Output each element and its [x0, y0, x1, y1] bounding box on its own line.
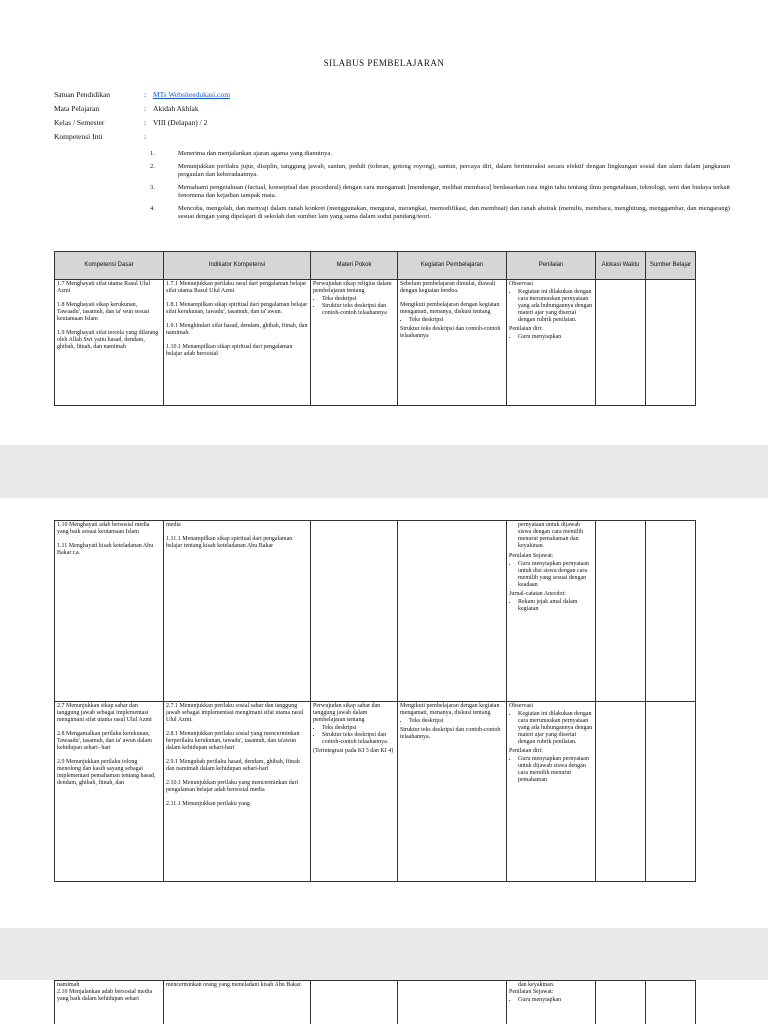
cell-kegiatan	[398, 981, 507, 1024]
penilaian-list	[509, 599, 593, 613]
cell-indikator: media 1.11.1 Menampilkan sikap spiritual dari pengalaman belajar tentang kisah keteladanan Abu Bakar	[164, 521, 311, 702]
kegiatan-tail: Struktur teks deskripsi dan contoh-contoh telaahannya.	[400, 727, 501, 740]
list-item: • Teks deskripsi	[322, 296, 395, 303]
ki-item	[150, 163, 730, 179]
col-header-sumber: Sumber Belajar	[646, 252, 696, 280]
list-item: • Struktur teks deskripsi dan contoh-contoh telaahannya.	[322, 732, 395, 746]
ki-item	[150, 205, 730, 221]
ki-number: 3.	[150, 184, 155, 191]
penilaian-list	[509, 561, 593, 589]
penilaian-heading: Observasi	[509, 703, 533, 709]
cell-indikator: 2.7.1 Menunjukkan perilaku sosial sabar dan tanggung jawab sebagai implementasi mengimani sifat utama rasul Ulul Azmi. 2.8.1 Menunjukkan perilaku sosial yang mencerminkan berperilaku kerukunan, tawadu', tasamuh, dan ta'awun dalam kehidupan sehari-hari 2.9.1 Mengubah perilaku hasad, dendam, ghibah, fitnah dan namimah dalam kehidupan sehari-hari 2.10.1 Menunjukkan perilaku yang mencerminkan dari pengalaman belajar adab bersosial media 2.11.1 Menunjukkan perilaku yang	[164, 702, 311, 882]
kompetensi-inti-list	[150, 150, 730, 226]
info-colon: :	[144, 104, 147, 113]
table-row	[55, 280, 696, 406]
penilaian-list	[509, 289, 593, 324]
info-colon: :	[144, 132, 147, 141]
list-item: • Guru menyiapkan	[518, 997, 593, 1004]
kegiatan-text: Mengikuti pembelajaran dengan kegiatan mengamati, menanya, diskusi tentang	[400, 703, 500, 716]
list-item: • Teks deskripsi	[322, 725, 395, 732]
ki-text: Menunjukkan perilaku jujur, disiplin, tanggung jawab, santun, peduli (toleran, gotong royong), santun, percaya diri, dalam berinteraksi secara efektif dengan lingkungan sosial dan alam dalam jangkauan pergaulan dan keberadaannya.	[178, 163, 730, 178]
ki-text: Menerima dan menjalankan ajaran agama yang dianutnya.	[178, 150, 332, 157]
list-item: • Guru menyiapkan pernyataan untuk disi siswa dengan cara memilih yang sesuai dengan keadaan	[518, 561, 593, 589]
penilaian-heading: Observasi	[509, 281, 533, 287]
cell-kd: 2.7 Menunjukkan sikap sabar dan tanggung jawab sebagai implementasi mengimani sifat utama rasul Ulul Azmi 2.8 Mengamalkan perilaku kerukunan, Tawaadu', tasamuh, dan ta' awun dalam kehidupan sehari- hari 2.9 Menunjukkan perilaku tolong menolong dan kasih sayang sebagai implementasi pemahaman tentang hasad, dendam, ghibah, fitnah, dan	[55, 702, 164, 882]
ki-item	[150, 150, 730, 158]
cell-indikator: 1.7.1 Menunjukkan perilaku rasul dari pengalaman belajar sifat utama Rasul Ulul Azmi 1.8.1 Menampilkan sikap spiritual dari pengalaman belajar sifat kerukunan, tawadu', tasamuh, dan ta' awun. 1.9.1 Menghindari sifat hasad, dendam, ghibah, fitnah, dan namimah. 1.10.1 Menampilkan sikap spiritual dari pengalaman belajar adab bersosial	[164, 280, 311, 406]
cell-materi	[311, 981, 398, 1024]
materi-intro: Perwujudan sikap religius dalam pembelajaran tentang	[313, 281, 392, 294]
penilaian-heading: Penilaian diri:	[509, 326, 543, 332]
page-title: SILABUS PEMBELAJARAN	[323, 58, 445, 68]
kegiatan-tail: Struktur teks deskripsi dan contoh-contoh telaahannya	[400, 326, 501, 339]
cell-kd: 1.10 Menghayati adab bersosial media yang baik sesuai keutamaan Islam 1.11 Menghayati kisah keteladanan Abu Bakar r.a.	[55, 521, 164, 702]
list-item: • Teks deskripsi	[409, 317, 504, 324]
info-label: Satuan Pendidikan	[54, 90, 111, 99]
info-row-mapel	[54, 104, 230, 118]
syllabus-table	[54, 251, 696, 406]
list-item: • Teks deskripsi	[409, 718, 504, 725]
cell-sumber	[646, 521, 696, 702]
table-row	[55, 702, 696, 882]
list-item: • Guru menyiapkan	[518, 334, 593, 341]
cell-kegiatan	[398, 521, 507, 702]
list-item: • Kegiatan ini dilakukan dengan cara merumuskan pernyataan yang ada hubungannya dengan materi ajar yang disertai dengan rubrik penilaian.	[518, 711, 593, 746]
cell-materi	[311, 521, 398, 702]
materi-list	[313, 296, 395, 317]
identity-block	[54, 90, 230, 146]
materi-tail: (Terintegrasi pada KI 3 dan KI 4)	[313, 748, 394, 754]
col-header-alokasi: Alokasi Waktu	[596, 252, 646, 280]
ki-item	[150, 184, 730, 200]
cell-penilaian	[507, 521, 596, 702]
kegiatan-text: Sebelum pembelajaran dimulai, diawali dengan kegiatan berdoa. Mengikuti pembelajaran dengan kegiatan mengamati, menanya, diskusi tentang	[400, 281, 500, 315]
col-header-materi: Materi Pokok	[311, 252, 398, 280]
cell-sumber	[646, 702, 696, 882]
cell-kd: 1.7 Menghayati sifat utama Rasul Ulul Azmi 1.8 Menghayati sikap kerukunan, Tawaadu', tasamuh, dan ta' wun sesuai keutamaan Islam 1.9 Menghayati sifat tercela yang dilarang oleh Allah Swt yaitu hasad, dendam, ghibah, fitnah, dan namimah	[55, 280, 164, 406]
list-item: • Kegiatan ini dilakukan dengan cara merumuskan pernyataan yang ada hubungannya dengan materi ajar yang disertai dengan rubrik penilaian.	[518, 289, 593, 324]
cell-kegiatan	[398, 280, 507, 406]
cell-alokasi	[596, 521, 646, 702]
penilaian-list	[509, 334, 593, 341]
info-label: Kelas / Semester	[54, 118, 105, 127]
cell-alokasi	[596, 981, 646, 1024]
info-label: Kompetensi Inti	[54, 132, 103, 141]
col-header-kegiatan: Kegiatan Pembelajaran	[398, 252, 507, 280]
table-row	[55, 981, 696, 1024]
cell-alokasi	[596, 702, 646, 882]
ki-number: 1.	[150, 150, 155, 157]
ki-text: Memahami pengetahuan (factual, konseptual dan procedural) dengan cara mengamati [mendengar, melihat membaca] berdasarkan rasa ingin tahu tentang ilmu pengetahuan, teknologi, seni dan budaya terkait fenomena dan kejadian tampak mata.	[178, 184, 730, 199]
penilaian-list	[509, 711, 593, 746]
penilaian-heading: Jurnal-catatan Anecdot:	[509, 591, 566, 597]
ki-number: 4.	[150, 205, 155, 212]
penilaian-heading: Penilaian diri:	[509, 748, 543, 754]
cell-sumber	[646, 981, 696, 1024]
info-row-ki	[54, 132, 230, 146]
table-row	[55, 521, 696, 702]
cell-kd: namimah 2.10 Menjalankan adab bersosial media yang baik dalam kehidupan sehari	[55, 981, 164, 1024]
cell-penilaian	[507, 702, 596, 882]
list-item: • Struktur teks deskripsi dan contoh-contoh telaahannya	[322, 303, 395, 317]
penilaian-continued: dan keyakinan.	[518, 982, 555, 988]
info-colon: :	[144, 90, 147, 99]
cell-penilaian	[507, 981, 596, 1024]
penilaian-heading: Penilaian Sejawat:	[509, 989, 554, 995]
page-2	[0, 498, 768, 928]
cell-materi	[311, 280, 398, 406]
cell-sumber	[646, 280, 696, 406]
col-header-kd: Kompetensi Dasar	[55, 252, 164, 280]
syllabus-table	[54, 520, 696, 882]
cell-materi	[311, 702, 398, 882]
cell-indikator: mencerminkan orang yang meneladani kisah Abu Bakar.	[164, 981, 311, 1024]
page-3	[0, 980, 768, 1024]
col-header-penilaian: Penilaian	[507, 252, 596, 280]
info-value: Akidah Akhlak	[153, 104, 199, 113]
materi-list	[313, 725, 395, 746]
ki-number: 2.	[150, 163, 155, 170]
penilaian-list	[509, 997, 593, 1004]
cell-alokasi	[596, 280, 646, 406]
table-header-row	[55, 252, 696, 280]
page-1	[0, 0, 768, 445]
cell-kegiatan	[398, 702, 507, 882]
penilaian-continued: pernyataan untuk dijawab siswa dengan cara memilih menurut pemahaman dan keyakinan.	[518, 522, 584, 549]
list-item: • Guru menyiapkan pernyataan untuk dijawab siswa dengan cara memilih menurut pemahaman	[518, 756, 593, 784]
info-row-kelas	[54, 118, 230, 132]
ki-text: Mencoba, mengolah, dan menyaji dalam ranah konkret (menggunakan, mengurai, merangkai, memodifikasi, dan membuat) dan ranah abstrak (menulis, membaca, menghitung, menggambar, dan mengarang) sesuai dengan yang dipelajari di sekolah dan sumber lain yang sama dalam sudut pandang/teori.	[178, 205, 730, 220]
materi-intro: Perwujudan sikap sabar dan tanggung jawab dalam pembelajaran tentang	[313, 703, 381, 723]
info-row-satuan	[54, 90, 230, 104]
penilaian-heading: Penilaian Sejawat:	[509, 553, 554, 559]
info-value: VIII (Delapan) / 2	[153, 118, 208, 127]
penilaian-list	[509, 756, 593, 784]
school-link[interactable]: MTs Websiteedukasi.com	[153, 90, 231, 99]
info-label: Mata Pelajaran	[54, 104, 100, 113]
kegiatan-list	[400, 718, 504, 725]
syllabus-table	[54, 980, 696, 1024]
list-item: • Rekam jejak amal dalam kegiatan	[518, 599, 593, 613]
kegiatan-list	[400, 317, 504, 324]
cell-penilaian	[507, 280, 596, 406]
info-colon: :	[144, 118, 147, 127]
col-header-indikator: Indikator Kompetensi	[164, 252, 311, 280]
